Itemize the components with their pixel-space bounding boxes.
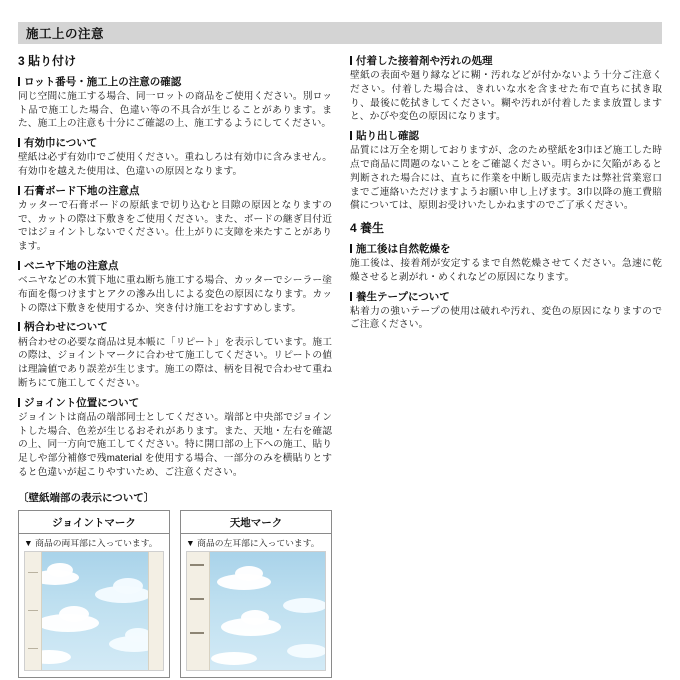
joint-mark-note: ▼ 商品の両耳部に入っています。 [24,537,158,548]
direction-mark [190,598,204,600]
two-column-layout [18,54,662,678]
subheading-label: 付着した接着剤や汚れの処理 [356,55,493,67]
selvage-strip-left [25,552,42,670]
bullet-bar-icon [350,292,352,301]
subheading [18,259,332,273]
paragraph: 柄合わせの必要な商品は見本帳に「リピート」を表示しています。施工の際は、ジョイントマークに合わせて施工してください。リピートの値は理論値であり誤差が生じます。施工の際は、柄を目視で合わせて重ね断ちにて施工してください。 [18,336,332,389]
paragraph: ジョイントは商品の端部同士としてください。端部と中央部でジョイントした場合、色差が生じるおそれがあります。また、天地・左右を確認の上、同一方向で施工してください。特に開口部の上下への施工、貼り足しや部分補修で残material を使用する場合、一部分のみを横貼りとすると色違いが起こりやすいため、ご注意ください。 [18,411,332,478]
subheading [350,54,662,68]
group-gypsum-board [18,184,332,254]
bullet-bar-icon [18,398,20,407]
group-plywood [18,259,332,315]
bullet-bar-icon [18,261,20,270]
right-column [350,54,662,678]
subheading [350,290,662,304]
bullet-bar-icon [18,322,20,331]
joint-mark-box [18,510,170,679]
bullet-bar-icon [18,186,20,195]
selvage-strip-left [187,552,210,670]
marks-container [18,510,332,679]
joint-mark-illustration [24,551,164,671]
section-title-paste: 3 貼り付け [18,54,77,68]
paragraph: カッターで石膏ボードの原紙まで切り込むと目隙の原因となりますので、カットの際は下敷きをご使用ください。また、ボードの継ぎ目付近ではジョイントしないでください。仕上がりに支障を来たすことがあります。 [18,199,332,253]
subheading [350,242,662,256]
paragraph: 品質には万全を期しておりますが、念のため壁紙を3巾ほど施工した時点で商品に問題のないことをご確認ください。明らかに欠陥があると判断された場合には、直ちに作業を中断し販売店または弊社営業窓口までご連絡いただけますようお願い申し上げます。3巾以降の施工費賠償については、原則お受けいたしかねますのでご了承ください。 [350,145,662,212]
subheading-label: 石膏ボード下地の注意点 [24,184,140,197]
subheading-label: 施工後は自然乾燥を [356,242,451,255]
selvage-strip-right [148,552,163,670]
group-natural-drying [350,242,662,285]
subheading-label: 柄合わせについて [24,321,108,334]
paragraph: 粘着力の強いテープの使用は破れや汚れ、変色の原因になりますのでご注意ください。 [350,305,662,331]
subheading [18,320,332,334]
group-pattern-match [18,320,332,390]
subheading-label: 貼り出し確認 [356,130,419,143]
subheading [18,136,332,150]
group-lot-number [18,75,332,131]
joint-mark-tick [28,610,38,611]
bullet-bar-icon [350,244,352,253]
top-bottom-mark-illustration [186,551,326,671]
top-bottom-mark-title: 天地マーク [181,511,331,534]
top-bottom-mark-note: ▼ 商品の左耳部に入っています。 [186,537,320,548]
bullet-bar-icon [350,56,352,65]
marks-section-title: 〔壁紙端部の表示について〕 [18,491,155,504]
group-joint-position [18,396,332,480]
subheading-label: 養生テープについて [356,290,450,303]
paragraph: ベニヤなどの木質下地に重ね断ち施工する場合、カッターでシーラー塗布面を傷つけますとアクの滲み出しによる変色の原因になります。カットの際は下敷きを使用するか、突き付け施工をおすすめします。 [18,275,332,314]
subheading [18,75,332,89]
bullet-bar-icon [18,138,20,147]
group-initial-check [350,129,662,213]
page-header-bar [18,22,662,44]
group-effective-width [18,136,332,179]
paragraph: 同じ空間に施工する場合、同一ロットの商品をご使用ください。別ロット品で施工した場合、色違い等の不具合が生じることがあります。また、施工上の注意も十分にご確認の上、施工するようにしてください。 [18,90,332,130]
direction-mark [190,564,204,566]
paragraph: 施工後は、接着剤が安定するまで自然乾燥させてください。急速に乾燥させると剥がれ・めくれなどの原因になります。 [350,258,662,283]
cloud-shape [287,644,326,658]
paragraph: 壁紙は必ず有効巾でご使用ください。重ねしろは有効巾に含みません。有効巾を越えた使用は、色違いの原因となります。 [18,152,332,177]
subheading [18,184,332,198]
group-curing-tape [350,290,662,333]
section-title-curing: 4 養生 [350,221,385,236]
subheading [18,396,332,410]
paragraph: 壁紙の表面や廻り縁などに糊・汚れなどが付かないよう十分ご注意ください。付着した場合は、きれいな水を含ませた布で直ちに拭き取り、最後に乾拭きしてください。糊や汚れが付着したまま放置しますと、かびや変色の原因になります。 [350,70,662,123]
joint-mark-title: ジョイントマーク [19,511,169,534]
bullet-bar-icon [18,77,20,86]
direction-mark [190,632,204,634]
top-bottom-mark-box [180,510,332,679]
subheading-label: ベニヤ下地の注意点 [24,260,119,272]
joint-mark-tick [28,572,38,573]
bullet-bar-icon [350,131,352,140]
subheading-label: 有効巾について [24,137,98,150]
joint-mark-tick [28,648,38,649]
page-title: 施工上の注意 [26,27,105,41]
subheading [350,129,662,143]
group-adhesive-cleanup [350,54,662,124]
subheading-label: ジョイント位置について [24,396,140,409]
subheading-label: ロット番号・施工上の注意の確認 [24,75,182,88]
left-column [18,54,332,678]
cloud-shape [283,598,326,613]
